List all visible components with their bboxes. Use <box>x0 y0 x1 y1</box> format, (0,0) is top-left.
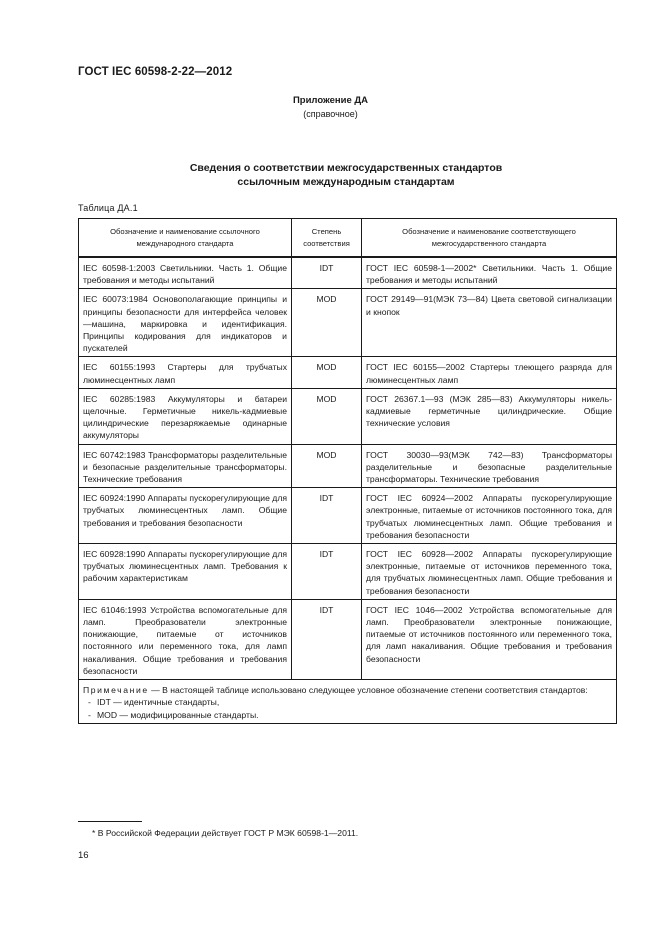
degree-cell: IDT <box>292 488 362 544</box>
note-label: Примечание <box>83 685 149 696</box>
appendix-title: Приложение ДА <box>292 95 369 106</box>
national-standard-cell: ГОСТ IEC 60598-1—2002* Светильники. Часть 1. Общие требования и методы испытаний <box>362 257 617 289</box>
footnote: * В Российской Федерации действует ГОСТ Р МЭК 60598-1—2011. <box>92 828 359 838</box>
note-text: — В настоящей таблице использовано следующее условное обозначение степени соответствия стандартов: <box>148 685 588 696</box>
note-paragraph <box>83 684 612 696</box>
table-note <box>79 680 617 724</box>
note-item: - MOD — модифицированные стандарты. <box>97 709 612 721</box>
table-note-row <box>79 680 617 724</box>
table-row <box>79 357 617 388</box>
heading-line-1: Сведения о соответствии межгосударственных стандартов <box>189 162 503 174</box>
table-label: Таблица ДА.1 <box>78 203 138 213</box>
correspondence-table <box>78 218 617 724</box>
table-row <box>79 544 617 600</box>
appendix-subtitle: (справочное) <box>303 108 358 119</box>
national-standard-cell: ГОСТ IEC 60928—2002 Аппараты пускорегулирующие электронные, питаемые от источников переменного тока, для трубчатых люминесцентных ламп. Общие требования и требования безопасности <box>362 544 617 600</box>
intl-standard-cell: IEC 60924:1990 Аппараты пускорегулирующие для трубчатых люминесцентных ламп. Общие требования и требования безопасности <box>79 488 292 544</box>
national-standard-cell: ГОСТ IEC 60155—2002 Стартеры тлеющего разряда для люминесцентных ламп <box>362 357 617 388</box>
table-row <box>79 257 617 289</box>
intl-standard-cell: IEC 60742:1983 Трансформаторы разделительные и безопасные разделительные трансформаторы. Технические требования <box>79 444 292 488</box>
table-row <box>79 444 617 488</box>
intl-standard-cell: IEC 60285:1983 Аккумуляторы и батареи щелочные. Герметичные никель-кадмиевые цилиндрические перезаряжаемые одинарные аккумуляторы <box>79 388 292 444</box>
national-standard-cell: ГОСТ 26367.1—93 (МЭК 285—83) Аккумуляторы никель-кадмиевые герметичные цилиндрические. Общие технические условия <box>362 388 617 444</box>
degree-cell: IDT <box>292 544 362 600</box>
national-standard-cell: ГОСТ IEC 1046—2002 Устройства вспомогательные для ламп. Преобразователи электронные понижающие, питаемые от источников постоянного или переменного тока, для ламп накаливания. Общие требования и требования безопасности <box>362 599 617 679</box>
degree-cell: MOD <box>292 444 362 488</box>
table-row <box>79 488 617 544</box>
document-code: ГОСТ IEC 60598-2-22—2012 <box>78 66 233 78</box>
intl-standard-cell: IEC 61046:1993 Устройства вспомогательные для ламп. Преобразователи электронные понижающие, питаемые от источников постоянного или переменного тока, для ламп накаливания. Общие требования и требования безопасности <box>79 599 292 679</box>
heading-line-2: ссылочным международным стандартам <box>237 176 455 188</box>
page-number: 16 <box>78 850 89 861</box>
note-item: - IDT — идентичные стандарты, <box>97 696 612 708</box>
table-header-row <box>79 219 617 258</box>
header-intl-standard: Обозначение и наименование ссылочного международного стандарта <box>79 219 292 258</box>
table-row <box>79 388 617 444</box>
national-standard-cell: ГОСТ 30030—93(МЭК 742—83) Трансформаторы разделительные и безопасные разделительные трансформаторы. Технические требования <box>362 444 617 488</box>
intl-standard-cell: IEC 60155:1993 Стартеры для трубчатых люминесцентных ламп <box>79 357 292 388</box>
national-standard-cell: ГОСТ 29149—91(МЭК 73—84) Цвета световой сигнализации и кнопок <box>362 289 617 357</box>
table-row <box>79 289 617 357</box>
header-national-standard: Обозначение и наименование соответствующего межгосударственного стандарта <box>362 219 617 258</box>
footnote-separator <box>78 821 142 822</box>
intl-standard-cell: IEC 60928:1990 Аппараты пускорегулирующие для трубчатых люминесцентных ламп. Требования к рабочим характеристикам <box>79 544 292 600</box>
note-list <box>83 696 612 720</box>
national-standard-cell: ГОСТ IEC 60924—2002 Аппараты пускорегулирующие электронные, питаемые от источников постоянного тока, для трубчатых люминесцентных ламп. Общие требования и требования безопасности <box>362 488 617 544</box>
degree-cell: MOD <box>292 357 362 388</box>
intl-standard-cell: IEC 60598-1:2003 Светильники. Часть 1. Общие требования и методы испытаний <box>79 257 292 289</box>
appendix-header <box>0 95 661 120</box>
table-row <box>79 599 617 679</box>
section-heading <box>0 161 661 189</box>
degree-cell: MOD <box>292 289 362 357</box>
degree-cell: IDT <box>292 257 362 289</box>
degree-cell: IDT <box>292 599 362 679</box>
intl-standard-cell: IEC 60073:1984 Основополагающие принципы и принципы безопасности для интерфейса человек—машина, маркировка и идентификация. Принципы кодирования для индикаторов и пускателей <box>79 289 292 357</box>
degree-cell: MOD <box>292 388 362 444</box>
header-degree: Степень соответствия <box>292 219 362 258</box>
